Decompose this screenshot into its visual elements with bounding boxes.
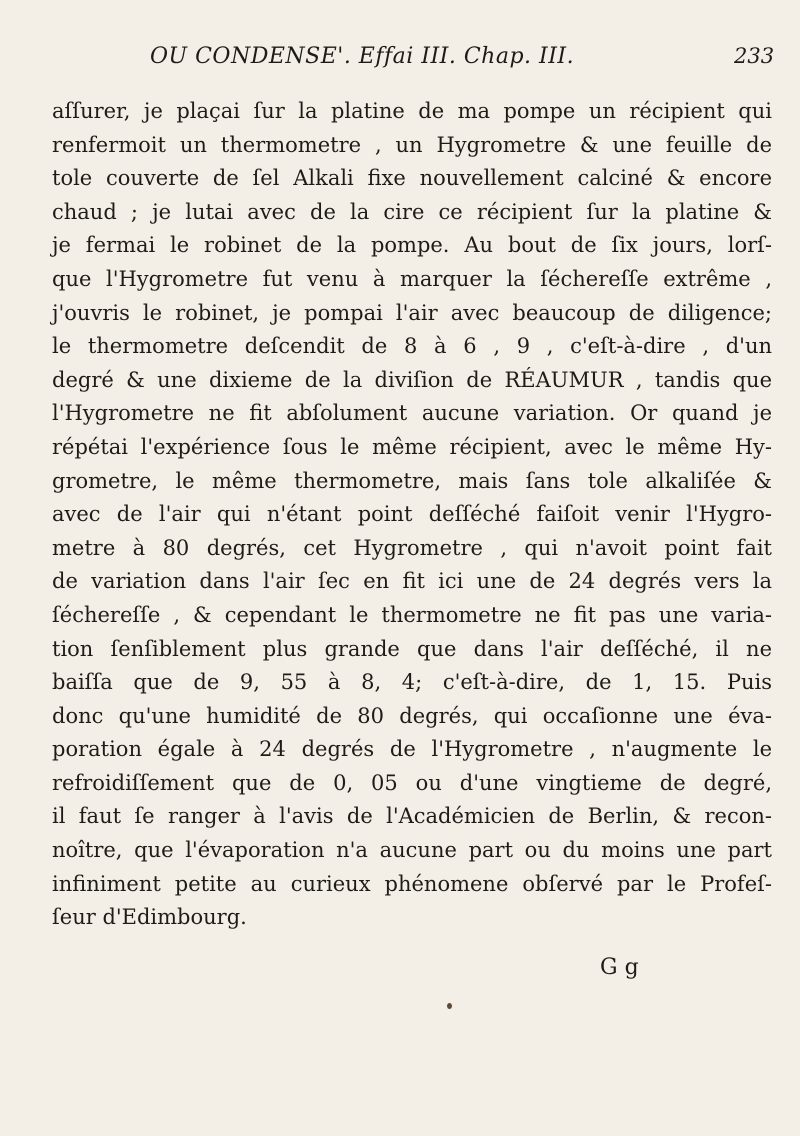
body-paragraph [52,95,772,935]
text-line: l'Hygrometre ne fit abſolument aucune variation. Or quand je [52,401,772,426]
text-line: tion ſenſiblement plus grande que dans l'air deſſéché, il ne [52,636,772,661]
text-line: que l'Hygrometre fut venu à marquer la ſéchereſſe extrême , [52,266,772,291]
text-line: grometre, le même thermometre, mais ſans tole alkaliſée & [52,468,772,493]
text-line: infiniment petite au curieux phénomene obſervé par le Profeſ- [52,871,772,896]
running-head [0,44,800,74]
running-head-title: OU CONDENSE'. Effai III. Chap. III. [150,44,575,69]
text-line: chaud ; je lutai avec de la cire ce récipient ſur la platine & [52,199,772,224]
text-line: tole couverte de ſel Alkali fixe nouvellement calciné & encore [52,166,772,191]
text-line: poration égale à 24 degrés de l'Hygrometre , n'augmente le [52,737,772,762]
text-line: refroidiſſement que de 0, 05 ou d'une vingtieme de degré, [52,770,772,795]
text-line: baiſſa que de 9, 55 à 8, 4; c'eſt-à-dire, de 1, 15. Puis [52,670,772,695]
text-line: metre à 80 degrés, cet Hygrometre , qui n'avoit point fait [52,535,772,560]
text-line: répétai l'expérience ſous le même récipient, avec le même Hy- [52,434,772,459]
text-line: noître, que l'évaporation n'a aucune part ou du moins une part [52,838,772,863]
text-line: il faut ſe ranger à l'avis de l'Académicien de Berlin, & recon- [52,804,772,829]
text-line: renfermoit un thermometre , un Hygrometre & une feuille de [52,132,772,157]
text-line: de variation dans l'air ſec en fit ici une de 24 degrés vers la [52,569,772,594]
signature-mark: G g [600,955,639,980]
text-line: je fermai le robinet de la pompe. Au bout de ſix jours, lorſ- [52,233,772,258]
text-line: degré & une dixieme de la diviſion de RÉAUMUR , tandis que [52,367,772,392]
text-line: avec de l'air qui n'étant point deſſéché faiſoit venir l'Hygro- [52,502,772,527]
text-line: ſeur d'Edimbourg. [52,905,247,930]
text-line: donc qu'une humidité de 80 degrés, qui occaſionne une éva- [52,703,772,728]
text-line: ſéchereſſe , & cependant le thermometre ne fit pas une varia- [52,602,772,627]
page-number: 233 [734,44,775,68]
text-line: le thermometre deſcendit de 8 à 6 , 9 , c'eſt-à-dire , d'un [52,334,772,359]
text-line: aſſurer, je plaçai ſur la platine de ma pompe un récipient qui [52,99,772,123]
text-line: j'ouvris le robinet, je pompai l'air avec beaucoup de diligence; [52,300,772,325]
ink-speck [447,1003,452,1009]
